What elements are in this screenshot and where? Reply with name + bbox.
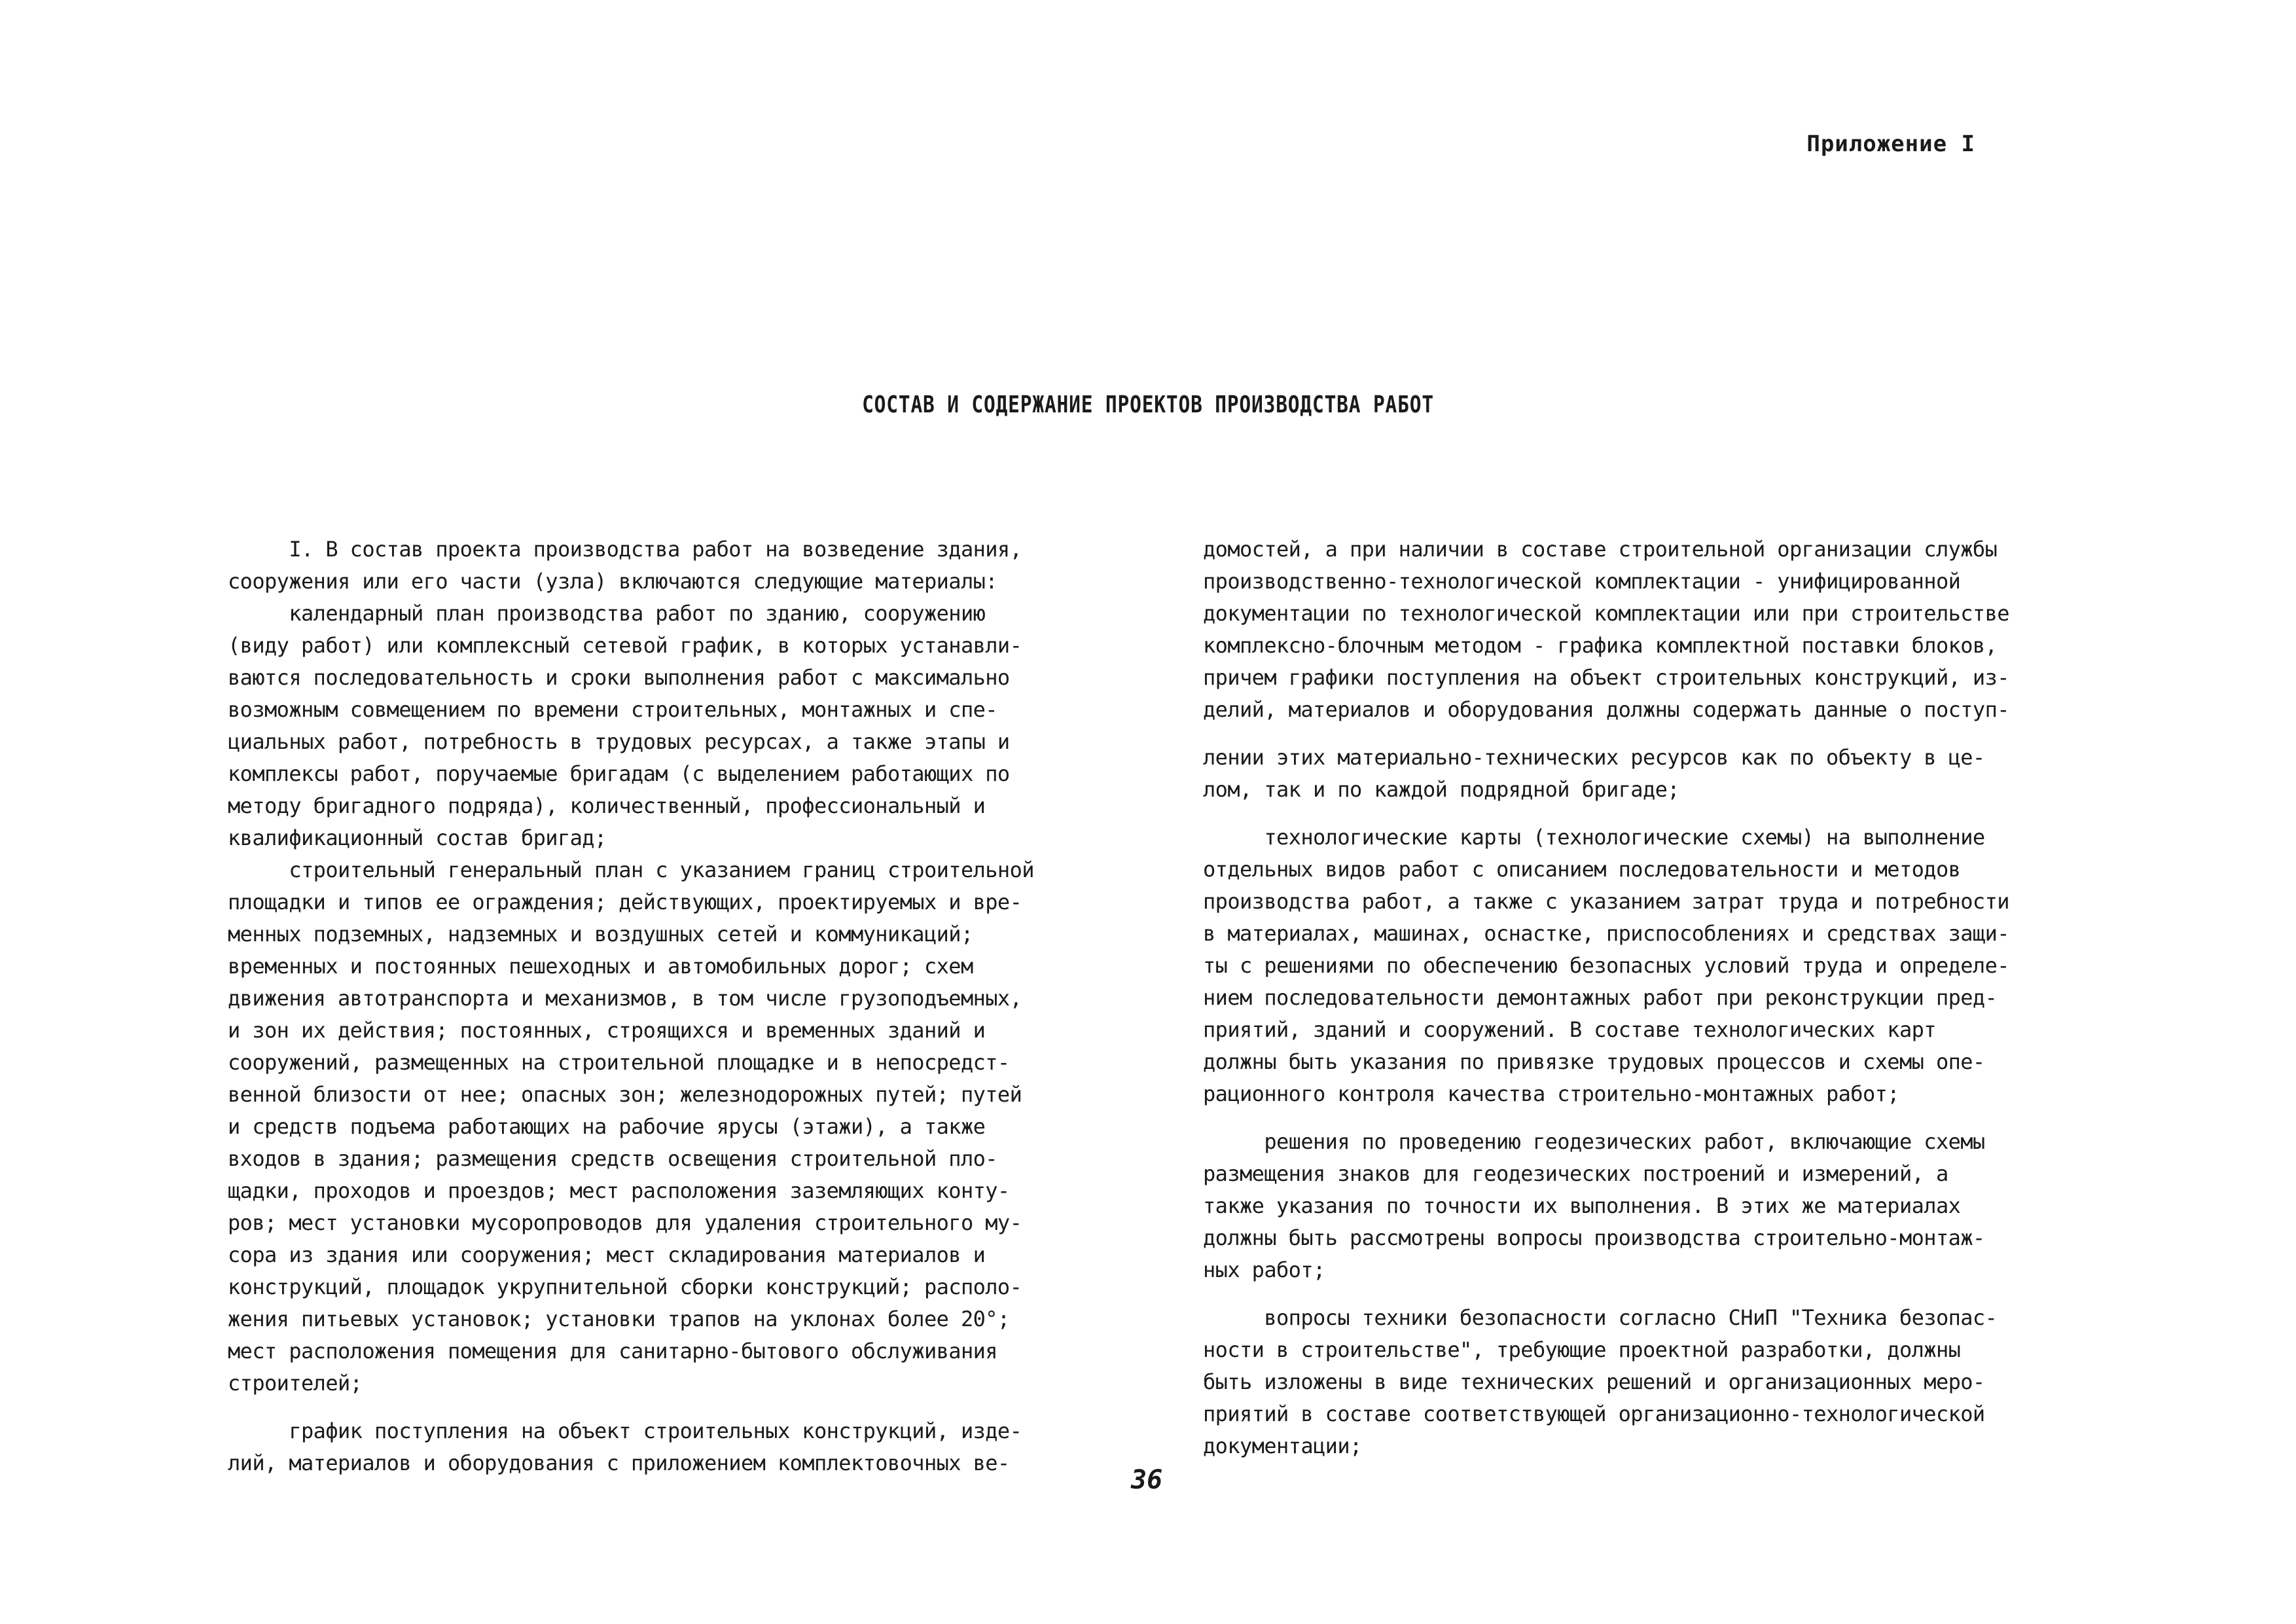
paragraph-gap <box>228 1399 1124 1415</box>
text-line: и средств подъема работающих на рабочие ярусы (этажи), а также <box>228 1114 986 1139</box>
text-line: домостей, а при наличии в составе строительной организации службы <box>1203 537 1998 562</box>
text-line: щадки, проходов и проездов; мест расположения заземляющих конту- <box>228 1178 1010 1203</box>
text-line: лий, материалов и оборудования с приложением комплектовочных ве- <box>228 1451 1010 1475</box>
paragraph <box>1203 742 2100 806</box>
paragraph-gap <box>1203 1286 2100 1302</box>
text-line: отдельных видов работ с описанием последовательности и методов <box>1203 857 1961 882</box>
text-line: календарный план производства работ по зданию, сооружению <box>228 601 986 626</box>
text-line: в материалах, машинах, оснастке, приспособлениях и средствах защи- <box>1203 921 2009 946</box>
text-line: жения питьевых установок; установки трапов на уклонах более 20°; <box>228 1307 1010 1331</box>
page-title: СОСТАВ И СОДЕРЖАНИЕ ПРОЕКТОВ ПРОИЗВОДСТВА РАБОТ <box>862 391 1434 418</box>
paragraph-gap <box>1203 726 2100 742</box>
paragraph <box>1203 1302 2100 1462</box>
text-line: сооружений, размещенных на строительной площадке и в непосредст- <box>228 1050 1010 1075</box>
text-line: ваются последовательность и сроки выполнения работ с максимально <box>228 665 1010 690</box>
text-line: I. В состав проекта производства работ на возведение здания, <box>228 537 1022 562</box>
text-line: технологические карты (технологические схемы) на выполнение <box>1203 825 1985 850</box>
text-line: возможным совмещением по времени строительных, монтажных и спе- <box>228 697 997 722</box>
text-line: циальных работ, потребность в трудовых ресурсах, а также этапы и <box>228 729 1010 754</box>
text-line: комплексно-блочным методом - графика комплектной поставки блоков, <box>1203 633 1998 658</box>
text-line: временных и постоянных пешеходных и автомобильных дорог; схем <box>228 954 973 979</box>
text-line: входов в здания; размещения средств освещения строительной пло- <box>228 1146 997 1171</box>
paragraph-gap <box>1203 806 2100 821</box>
text-line: сооружения или его части (узла) включаются следующие материалы: <box>228 569 997 594</box>
text-line: документации; <box>1203 1434 1362 1458</box>
text-line: менных подземных, надземных и воздушных сетей и коммуникаций; <box>228 922 973 947</box>
text-line: методу бригадного подряда), количественный, профессиональный и <box>228 793 986 818</box>
text-line: должны быть указания по привязке трудовых процессов и схемы опе- <box>1203 1049 1985 1074</box>
left-column <box>228 533 1124 1479</box>
text-line: (виду работ) или комплексный сетевой график, в которых устанавли- <box>228 633 1022 658</box>
text-line: нием последовательности демонтажных работ при реконструкции пред- <box>1203 985 1998 1010</box>
text-line: производственно-технологической комплектации - унифицированной <box>1203 569 1961 594</box>
paragraph <box>228 533 1124 854</box>
paragraph <box>1203 821 2100 1110</box>
text-line: лом, так и по каждой подрядной бригаде; <box>1203 777 1679 802</box>
text-line: конструкций, площадок укрупнительной сборки конструкций; располо- <box>228 1274 1022 1299</box>
text-line: производства работ, а также с указанием затрат труда и потребности <box>1203 889 2009 914</box>
text-line: квалификационный состав бригад; <box>228 825 607 850</box>
text-line: решения по проведению геодезических работ, включающие схемы <box>1203 1129 1985 1154</box>
text-line: площадки и типов ее ограждения; действующих, проектируемых и вре- <box>228 890 1022 914</box>
right-column <box>1203 533 2100 1462</box>
text-line: документации по технологической комплектации или при строительстве <box>1203 601 2009 626</box>
text-line: также указания по точности их выполнения. В этих же материалах <box>1203 1193 1961 1218</box>
text-line: движения автотранспорта и механизмов, в том числе грузоподъемных, <box>228 986 1022 1011</box>
text-line: и зон их действия; постоянных, строящихся и временных зданий и <box>228 1018 986 1043</box>
paragraph <box>1203 533 2100 726</box>
paragraph <box>1203 1126 2100 1286</box>
text-line: делий, материалов и оборудования должны содержать данные о поступ- <box>1203 697 2009 722</box>
text-line: ров; мест установки мусоропроводов для удаления строительного му- <box>228 1210 1022 1235</box>
text-line: приятий, зданий и сооружений. В составе технологических карт <box>1203 1017 1936 1042</box>
page-number: 36 <box>1131 1465 1163 1495</box>
text-line: быть изложены в виде технических решений и организационных меро- <box>1203 1369 1985 1394</box>
text-line: комплексы работ, поручаемые бригадам (с выделением работающих по <box>228 761 1010 786</box>
paragraph <box>228 1415 1124 1479</box>
text-line: причем графики поступления на объект строительных конструкций, из- <box>1203 665 2009 690</box>
paragraph-gap <box>1203 1110 2100 1126</box>
text-line: график поступления на объект строительных конструкций, изде- <box>228 1418 1022 1443</box>
text-line: ты с решениями по обеспечению безопасных условий труда и определе- <box>1203 953 2009 978</box>
text-line: размещения знаков для геодезических построений и измерений, а <box>1203 1161 1948 1186</box>
appendix-label: Приложение I <box>1806 131 1975 157</box>
text-line: приятий в составе соответствующей организационно-технологической <box>1203 1401 1985 1426</box>
text-line: рационного контроля качества строительно-монтажных работ; <box>1203 1081 1899 1106</box>
text-line: вопросы техники безопасности согласно СНиП "Техника безопас- <box>1203 1305 1998 1330</box>
text-line: ных работ; <box>1203 1257 1325 1282</box>
text-line: венной близости от нее; опасных зон; железнодорожных путей; путей <box>228 1082 1022 1107</box>
paragraph <box>228 854 1124 1399</box>
text-line: строительный генеральный план с указанием границ строительной <box>228 857 1034 882</box>
text-line: должны быть рассмотрены вопросы производства строительно-монтаж- <box>1203 1225 1985 1250</box>
text-line: лении этих материально-технических ресурсов как по объекту в це- <box>1203 745 1985 770</box>
text-line: строителей; <box>228 1371 363 1396</box>
text-line: сора из здания или сооружения; мест складирования материалов и <box>228 1242 986 1267</box>
text-line: ности в строительстве", требующие проектной разработки, должны <box>1203 1337 1961 1362</box>
text-line: мест расположения помещения для санитарно-бытового обслуживания <box>228 1339 997 1363</box>
